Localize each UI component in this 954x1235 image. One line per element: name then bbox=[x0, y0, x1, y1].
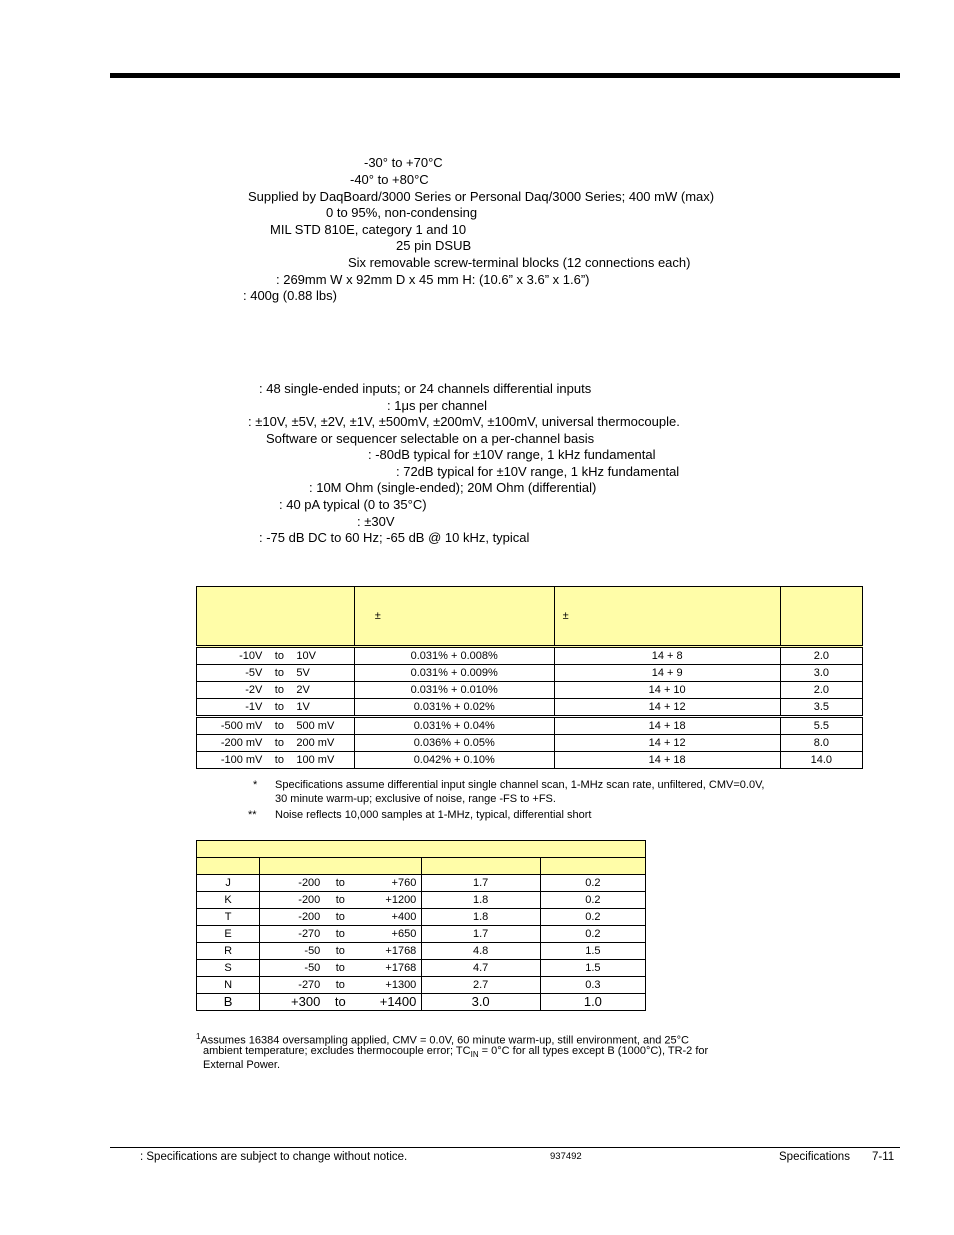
tc-accuracy-cell: 4.8 bbox=[421, 943, 540, 960]
accuracy-cell: 0.042% + 0.10% bbox=[354, 752, 554, 769]
accuracy-table bbox=[196, 586, 863, 769]
table-row bbox=[197, 909, 646, 926]
tc-range-cell bbox=[260, 994, 421, 1011]
footer-page-number: 7-11 bbox=[872, 1151, 895, 1163]
tc-accuracy-cell: 4.7 bbox=[421, 960, 540, 977]
env-spec-line: 0 to 95%, non-condensing bbox=[326, 205, 478, 220]
tc-range-to: to bbox=[335, 911, 345, 923]
analog-spec-line: : 1μs per channel bbox=[387, 398, 487, 413]
tc-range-high: +1300 bbox=[385, 979, 417, 991]
accuracy-cell: 0.031% + 0.02% bbox=[354, 699, 554, 717]
range-cell bbox=[197, 752, 355, 769]
footer-notice: : Specifications are subject to change without notice. bbox=[140, 1151, 408, 1163]
table-row bbox=[197, 752, 863, 769]
accuracy-cell: 0.031% + 0.010% bbox=[354, 682, 554, 699]
table-row bbox=[197, 665, 863, 682]
analog-spec-line: : -75 dB DC to 60 Hz; -65 dB @ 10 kHz, typical bbox=[259, 530, 530, 545]
tempco-cell: 14 + 18 bbox=[554, 717, 780, 735]
range-low: -5V bbox=[245, 667, 263, 679]
range-low: -500 mV bbox=[220, 720, 263, 732]
tc-type-cell: B bbox=[197, 994, 260, 1011]
tc-range-to: to bbox=[335, 894, 345, 906]
tc-range-low: -200 bbox=[298, 894, 321, 906]
range-cell bbox=[197, 699, 355, 717]
env-spec-line: -40° to +80°C bbox=[350, 172, 429, 187]
range-high: 10V bbox=[296, 650, 316, 662]
tc-resolution-cell: 1.5 bbox=[540, 960, 645, 977]
tc-resolution-cell: 0.3 bbox=[540, 977, 645, 994]
tc-range-high: +400 bbox=[391, 911, 417, 923]
range-high: 100 mV bbox=[296, 754, 335, 766]
tc-accuracy-cell: 1.8 bbox=[421, 909, 540, 926]
footer-section: Specifications bbox=[779, 1151, 850, 1163]
footnote-line-3: External Power. bbox=[203, 1059, 281, 1071]
footnote-line-2: ambient temperature; excludes thermocouple error; $TC_{IN} = 0^\circ C$ for all types except B (1000°C), TR-2 for bbox=[203, 1045, 709, 1060]
range-low: -100 mV bbox=[220, 754, 263, 766]
range-to: to bbox=[274, 650, 284, 662]
noise-cell: 8.0 bbox=[780, 735, 862, 752]
tc-resolution-cell: 0.2 bbox=[540, 909, 645, 926]
note-2-mark: ** bbox=[248, 809, 257, 821]
tc-range-low: -50 bbox=[304, 962, 321, 974]
table-row bbox=[197, 682, 863, 699]
accuracy-cell: 0.031% + 0.009% bbox=[354, 665, 554, 682]
range-cell bbox=[197, 647, 355, 665]
tc-range-cell bbox=[260, 977, 421, 994]
table-row bbox=[197, 875, 646, 892]
header-noise bbox=[780, 587, 862, 647]
table-row bbox=[197, 647, 863, 665]
range-cell bbox=[197, 665, 355, 682]
range-to: to bbox=[274, 720, 284, 732]
header-accuracy: ± bbox=[354, 587, 554, 647]
top-rule bbox=[110, 73, 900, 78]
range-to: to bbox=[274, 684, 284, 696]
tc-range-high: +1200 bbox=[385, 894, 417, 906]
table-row bbox=[197, 699, 863, 717]
analog-spec-line: : 10M Ohm (single-ended); 20M Ohm (differential) bbox=[309, 480, 597, 495]
analog-spec-line: Software or sequencer selectable on a per-channel basis bbox=[266, 431, 595, 446]
analog-spec-line: : 40 pA typical (0 to 35°C) bbox=[279, 497, 427, 512]
tc-type-cell: N bbox=[197, 977, 260, 994]
table-row bbox=[197, 943, 646, 960]
range-to: to bbox=[274, 754, 284, 766]
noise-cell: 3.5 bbox=[780, 699, 862, 717]
tc-accuracy-cell: 3.0 bbox=[421, 994, 540, 1011]
range-high: 2V bbox=[296, 684, 310, 696]
tc-range-cell bbox=[260, 926, 421, 943]
env-spec-line: Six removable screw-terminal blocks (12 connections each) bbox=[348, 255, 691, 270]
accuracy-cell: 0.036% + 0.05% bbox=[354, 735, 554, 752]
tc-resolution-cell: 0.2 bbox=[540, 892, 645, 909]
tc-range-cell bbox=[260, 960, 421, 977]
env-spec-line: : 400g (0.88 lbs) bbox=[243, 288, 337, 303]
tc-range-low: -270 bbox=[298, 928, 321, 940]
noise-cell: 2.0 bbox=[780, 682, 862, 699]
table-row bbox=[197, 892, 646, 909]
note-1: Specifications assume differential input single channel scan, 1-MHz scan rate, unfiltered, CMV=0.0V, bbox=[275, 779, 765, 791]
tc-range-to: to bbox=[335, 962, 345, 974]
tc-type-cell: J bbox=[197, 875, 260, 892]
tempco-cell: 14 + 8 bbox=[554, 647, 780, 665]
tc-range-high: +1400 bbox=[379, 994, 417, 1009]
tc-table-title-row bbox=[197, 841, 646, 858]
tc-resolution-cell: 0.2 bbox=[540, 875, 645, 892]
tc-range-to: to bbox=[335, 945, 345, 957]
table-row bbox=[197, 994, 646, 1011]
tc-range-high: +1768 bbox=[385, 945, 417, 957]
header-range bbox=[197, 587, 355, 647]
tc-type-cell: R bbox=[197, 943, 260, 960]
range-high: 5V bbox=[296, 667, 310, 679]
tc-range-cell bbox=[260, 892, 421, 909]
tc-range-to: to bbox=[335, 928, 345, 940]
env-spec-line: MIL STD 810E, category 1 and 10 bbox=[270, 222, 467, 237]
tc-table-header bbox=[197, 858, 646, 875]
tc-accuracy-cell: 1.8 bbox=[421, 892, 540, 909]
tc-accuracy-cell: 1.7 bbox=[421, 926, 540, 943]
noise-cell: 14.0 bbox=[780, 752, 862, 769]
env-spec-line: -30° to +70°C bbox=[364, 155, 443, 170]
tc-range-to: to bbox=[335, 979, 345, 991]
table-row bbox=[197, 977, 646, 994]
thermocouple-table bbox=[196, 840, 646, 1011]
env-spec-line: Supplied by DaqBoard/3000 Series or Personal Daq/3000 Series; 400 mW (max) bbox=[248, 189, 715, 204]
tc-range-to: to bbox=[335, 877, 345, 889]
tc-range-cell bbox=[260, 909, 421, 926]
tc-resolution-cell: 0.2 bbox=[540, 926, 645, 943]
note-1-cont: 30 minute warm-up; exclusive of noise, range -FS to +FS. bbox=[275, 793, 556, 805]
header-tempco: ± bbox=[554, 587, 780, 647]
tc-range-low: -50 bbox=[304, 945, 321, 957]
table-row bbox=[197, 926, 646, 943]
tc-range-high: +1768 bbox=[385, 962, 417, 974]
range-low: -10V bbox=[239, 650, 263, 662]
tempco-cell: 14 + 9 bbox=[554, 665, 780, 682]
env-spec-line: 25 pin DSUB bbox=[396, 238, 472, 253]
tc-range-low: -200 bbox=[298, 911, 321, 923]
noise-cell: 5.5 bbox=[780, 717, 862, 735]
tc-range-cell bbox=[260, 943, 421, 960]
tc-range-low: +300 bbox=[291, 994, 321, 1009]
tc-range-low: -270 bbox=[298, 979, 321, 991]
note-2: Noise reflects 10,000 samples at 1-MHz, typical, differential short bbox=[275, 809, 592, 821]
range-low: -200 mV bbox=[220, 737, 263, 749]
accuracy-cell: 0.031% + 0.04% bbox=[354, 717, 554, 735]
analog-spec-line: : ±30V bbox=[357, 514, 395, 529]
table-row bbox=[197, 735, 863, 752]
range-cell bbox=[197, 682, 355, 699]
footer-rule bbox=[110, 1147, 900, 1148]
tempco-cell: 14 + 12 bbox=[554, 699, 780, 717]
footer-doc-number: 937492 bbox=[550, 1151, 582, 1162]
range-to: to bbox=[274, 667, 284, 679]
tc-range-to: to bbox=[334, 994, 346, 1009]
tempco-cell: 14 + 10 bbox=[554, 682, 780, 699]
accuracy-table-header bbox=[197, 587, 863, 647]
tc-accuracy-cell: 1.7 bbox=[421, 875, 540, 892]
range-high: 500 mV bbox=[296, 720, 335, 732]
range-cell bbox=[197, 735, 355, 752]
tc-type-cell: K bbox=[197, 892, 260, 909]
noise-cell: 3.0 bbox=[780, 665, 862, 682]
analog-spec-line: : 72dB typical for ±10V range, 1 kHz fundamental bbox=[396, 464, 680, 479]
range-low: -2V bbox=[245, 684, 263, 696]
range-cell bbox=[197, 717, 355, 735]
range-low: -1V bbox=[245, 701, 263, 713]
tc-type-cell: S bbox=[197, 960, 260, 977]
tc-resolution-cell: 1.0 bbox=[540, 994, 645, 1011]
analog-spec-line: : -80dB typical for ±10V range, 1 kHz fundamental bbox=[368, 447, 656, 462]
range-to: to bbox=[274, 701, 284, 713]
tempco-cell: 14 + 12 bbox=[554, 735, 780, 752]
range-high: 1V bbox=[296, 701, 310, 713]
tc-accuracy-cell: 2.7 bbox=[421, 977, 540, 994]
tc-range-high: +760 bbox=[391, 877, 417, 889]
note-1-mark: * bbox=[253, 779, 258, 791]
analog-spec-line: : 48 single-ended inputs; or 24 channels differential inputs bbox=[259, 381, 592, 396]
tc-type-cell: T bbox=[197, 909, 260, 926]
env-spec-line: : 269mm W x 92mm D x 45 mm H: (10.6” x 3.6” x 1.6”) bbox=[276, 272, 590, 287]
tc-range-high: +650 bbox=[391, 928, 417, 940]
table-row bbox=[197, 960, 646, 977]
analog-spec-line: : ±10V, ±5V, ±2V, ±1V, ±500mV, ±200mV, ±100mV, universal thermocouple. bbox=[248, 414, 680, 429]
table-row bbox=[197, 717, 863, 735]
tc-range-low: -200 bbox=[298, 877, 321, 889]
range-to: to bbox=[274, 737, 284, 749]
tc-resolution-cell: 1.5 bbox=[540, 943, 645, 960]
tc-range-cell bbox=[260, 875, 421, 892]
range-high: 200 mV bbox=[296, 737, 335, 749]
accuracy-cell: 0.031% + 0.008% bbox=[354, 647, 554, 665]
tempco-cell: 14 + 18 bbox=[554, 752, 780, 769]
tc-type-cell: E bbox=[197, 926, 260, 943]
footnote: $^1$Assumes 16384 oversampling applied, CMV = 0.0V, 60 minute warm-up, still environment, and 25°C bbox=[196, 1032, 690, 1047]
noise-cell: 2.0 bbox=[780, 647, 862, 665]
